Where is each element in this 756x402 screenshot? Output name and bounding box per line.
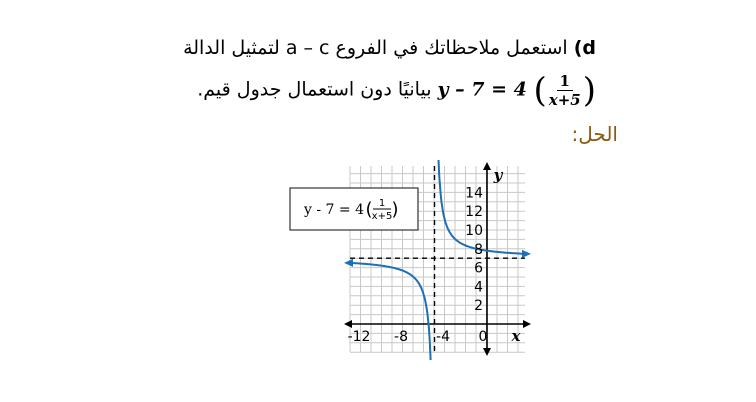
equation-box-denominator: x+5	[371, 211, 393, 222]
solution-label: الحل:	[571, 122, 618, 146]
question-label: d)	[573, 37, 596, 59]
y-tick-label: 8	[474, 241, 483, 258]
y-tick-label: 4	[474, 279, 483, 296]
y-tick-label: 12	[465, 204, 483, 221]
equation-box-lhs: y - 7 = 4	[304, 202, 364, 218]
y-tick-label: 2	[474, 298, 483, 315]
question-text-1: استعمل ملاحظاتك في الفروع a – c لتمثيل الدالة	[183, 37, 568, 59]
question-equation: y – 7 = 4 ( $\frac{1}{x+5}$ )	[437, 70, 596, 111]
question-line-1	[183, 37, 596, 59]
x-axis-arrow-left	[344, 320, 352, 328]
y-tick-label: 6	[474, 260, 483, 277]
equation-box-paren-right: )	[391, 199, 399, 220]
question-text-2: بيانيًا دون استعمال جدول قيم.	[197, 78, 432, 101]
function-graph	[285, 160, 535, 360]
question-line-2	[197, 72, 596, 109]
y-axis-arrow-top	[483, 162, 491, 170]
question-fraction-numerator: 1	[557, 72, 573, 91]
x-axis-label: x	[511, 327, 521, 345]
x-tick-label: 0	[478, 329, 488, 345]
curve-arrow-right	[522, 250, 531, 258]
question-equation-lhs: y – 7 = 4	[437, 78, 527, 101]
x-tick-label: -4	[436, 329, 450, 345]
x-tick-label: -8	[394, 329, 408, 345]
x-axis-arrow-right	[523, 320, 531, 328]
y-axis-label: y	[493, 166, 503, 184]
question-fraction-denominator: x+5	[548, 91, 581, 109]
x-tick-label: -12	[347, 329, 371, 345]
y-tick-label: 14	[465, 185, 483, 202]
equation-box-numerator: 1	[378, 198, 386, 209]
equation-box-paren-left: (	[365, 199, 373, 220]
y-tick-label: 10	[465, 223, 483, 239]
curve-arrow-left	[344, 259, 353, 267]
